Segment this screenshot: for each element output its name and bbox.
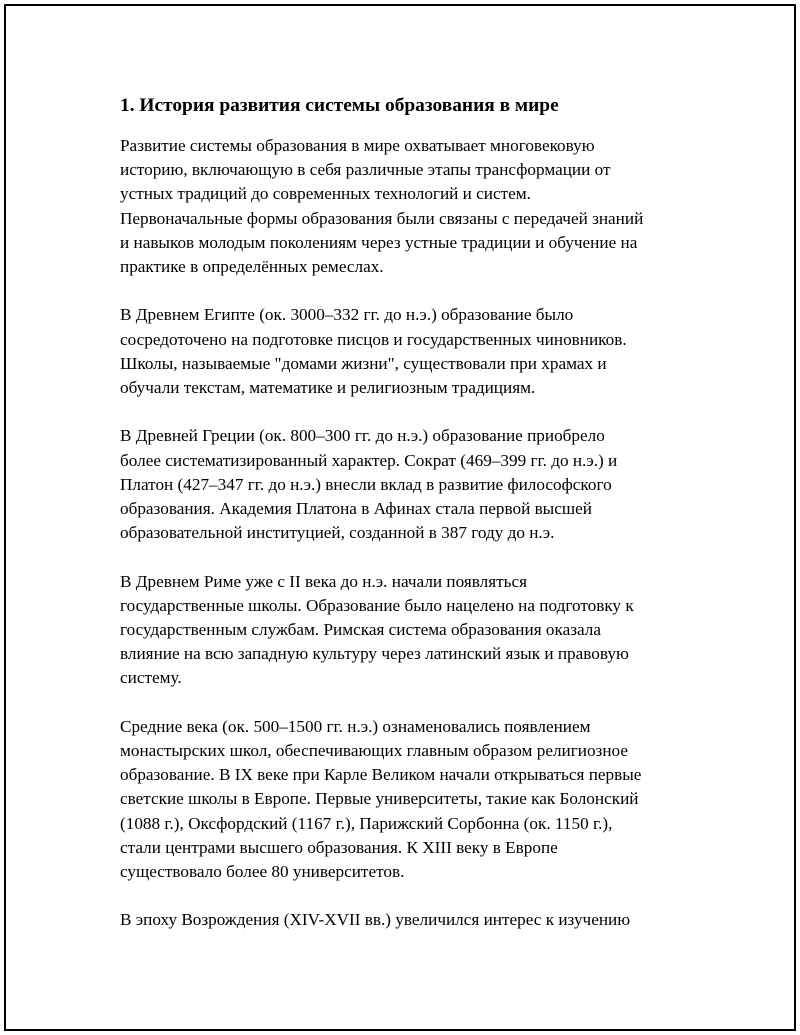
paragraph-line: образовательной институцией, созданной в 387 году до н.э. [120, 523, 555, 543]
paragraph-line: существовало более 80 университетов. [120, 862, 405, 882]
paragraph-egypt [120, 303, 705, 400]
paragraph-line: (1088 г.), Оксфордский (1167 г.), Парижский Сорбонна (ок. 1150 г.), [120, 813, 613, 833]
paragraph-rome [120, 570, 705, 691]
paragraph-line: Средние века (ок. 500–1500 гг. н.э.) ознаменовались появлением [120, 716, 591, 736]
paragraph-line: устных традиций до современных технологий и систем. [120, 184, 531, 204]
section-heading: 1. История развития системы образования в мире [120, 95, 559, 116]
paragraph-line: государственные школы. Образование было нацелено на подготовку к [120, 595, 634, 615]
paragraph-middle-ages [120, 715, 705, 884]
paragraph-line: стали центрами высшего образования. К XIII веку в Европе [120, 837, 558, 857]
paragraph-line: Развитие системы образования в мире охватывает многовековую [120, 136, 595, 155]
paragraph-line: обучали текстам, математике и религиозным традициям. [120, 378, 536, 398]
paragraph-line: систему. [120, 668, 182, 688]
paragraph-line: В эпоху Возрождения (XIV-XVII вв.) увеличился интерес к изучению [120, 910, 631, 930]
paragraph-line: В Древней Греции (ок. 800–300 гг. до н.э.) образование приобрело [120, 426, 605, 446]
paragraph-line: практике в определённых ремеслах. [120, 257, 384, 277]
document-page [4, 4, 796, 1031]
paragraph-intro [120, 134, 705, 279]
paragraph-line: историю, включающую в себя различные этапы трансформации от [120, 160, 611, 180]
paragraph-renaissance [120, 908, 705, 932]
paragraph-line: и навыков молодым поколениям через устные традиции и обучение на [120, 232, 638, 252]
paragraph-line: В Древнем Египте (ок. 3000–332 гг. до н.э.) образование было [120, 305, 574, 325]
paragraph-line: Школы, называемые "домами жизни", существовали при храмах и [120, 353, 607, 373]
paragraph-line: более систематизированный характер. Сократ (469–399 гг. до н.э.) и [120, 450, 618, 470]
paragraph-line: образования. Академия Платона в Афинах стала первой высшей [120, 499, 592, 519]
paragraph-line: государственным службам. Римская система образования оказала [120, 620, 601, 640]
paragraph-line: светские школы в Европе. Первые университеты, такие как Болонский [120, 789, 639, 809]
paragraph-line: Первоначальные формы образования были связаны с передачей знаний [120, 208, 644, 228]
paragraph-line: образование. В IX веке при Карле Великом начали открываться первые [120, 765, 642, 785]
document-body [120, 94, 705, 957]
paragraph-line: монастырских школ, обеспечивающих главным образом религиозное [120, 741, 628, 761]
paragraph-line: сосредоточено на подготовке писцов и государственных чиновников. [120, 329, 627, 349]
paragraph-line: В Древнем Риме уже с II века до н.э. начали появляться [120, 571, 528, 591]
paragraph-line: Платон (427–347 гг. до н.э.) внесли вклад в развитие философского [120, 474, 612, 494]
paragraph-line: влияние на всю западную культуру через латинский язык и правовую [120, 644, 629, 664]
paragraph-greece [120, 424, 705, 545]
